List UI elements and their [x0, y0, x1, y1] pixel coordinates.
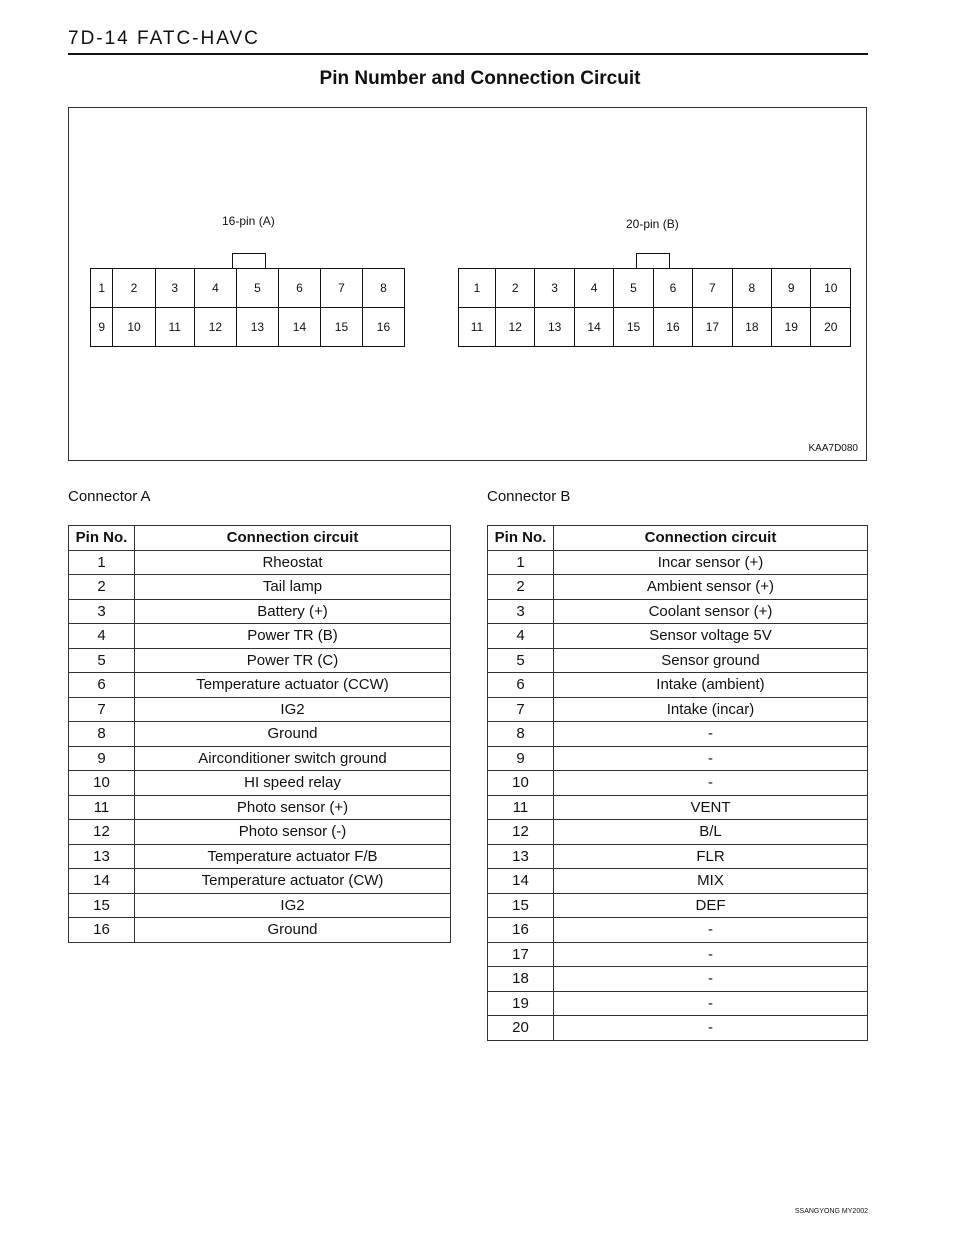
pin-number-cell: 1: [69, 550, 135, 575]
table-row: [69, 550, 451, 575]
table-row: [69, 722, 451, 747]
pin-number-cell: 9: [488, 746, 554, 771]
connector-b-table: [487, 525, 868, 1041]
table-row: [488, 550, 868, 575]
table-row: [69, 599, 451, 624]
connection-circuit-cell: -: [554, 991, 868, 1016]
connection-circuit-cell: -: [554, 942, 868, 967]
connection-circuit-cell: Ground: [135, 918, 451, 943]
table-row: [488, 820, 868, 845]
pin-number-cell: 20: [488, 1016, 554, 1041]
pin-cell: 8: [732, 269, 771, 308]
connection-circuit-cell: Ground: [135, 722, 451, 747]
pin-number-cell: 8: [69, 722, 135, 747]
pin-number-cell: 13: [69, 844, 135, 869]
table-row: [69, 624, 451, 649]
pin-number-cell: 3: [69, 599, 135, 624]
pin-cell: 9: [772, 269, 811, 308]
pin-cell: 9: [91, 308, 113, 347]
pin-number-cell: 14: [69, 869, 135, 894]
pin-number-cell: 6: [488, 673, 554, 698]
pin-cell: 5: [236, 269, 278, 308]
pin-cell: 2: [113, 269, 155, 308]
connector-b-label: 20-pin (B): [626, 217, 679, 231]
pin-cell: 4: [194, 269, 236, 308]
table-row: [488, 624, 868, 649]
pin-number-cell: 3: [488, 599, 554, 624]
connection-circuit-cell: Temperature actuator (CCW): [135, 673, 451, 698]
connection-circuit-cell: IG2: [135, 893, 451, 918]
pin-number-cell: 16: [69, 918, 135, 943]
pin-cell: 15: [614, 308, 653, 347]
pin-cell: 1: [91, 269, 113, 308]
pin-number-cell: 2: [69, 575, 135, 600]
pin-cell: 10: [811, 269, 851, 308]
table-row: [488, 771, 868, 796]
header-rule: [68, 53, 868, 55]
pin-cell: 12: [194, 308, 236, 347]
table-row: [69, 575, 451, 600]
pin-cell: 16: [362, 308, 404, 347]
pin-cell: 4: [574, 269, 613, 308]
connection-circuit-cell: FLR: [554, 844, 868, 869]
connector-a-title: Connector A: [68, 488, 151, 505]
pin-cell: 14: [278, 308, 320, 347]
pin-number-cell: 11: [69, 795, 135, 820]
pin-cell: 10: [113, 308, 155, 347]
pin-number-cell: 6: [69, 673, 135, 698]
table-row: [69, 673, 451, 698]
pin-cell: 13: [236, 308, 278, 347]
pin-cell: 14: [574, 308, 613, 347]
connection-circuit-cell: Photo sensor (-): [135, 820, 451, 845]
connector-a-label: 16-pin (A): [222, 214, 275, 228]
pin-cell: 6: [653, 269, 692, 308]
pin-cell: 5: [614, 269, 653, 308]
table-row: [488, 697, 868, 722]
pin-cell: 18: [732, 308, 771, 347]
pin-cell: 8: [362, 269, 404, 308]
table-row: [488, 648, 868, 673]
section-header: 7D-14 FATC-HAVC: [68, 28, 260, 49]
connection-circuit-cell: Intake (incar): [554, 697, 868, 722]
connector-b-title: Connector B: [487, 488, 571, 505]
table-row: [69, 918, 451, 943]
connection-circuit-cell: Power TR (B): [135, 624, 451, 649]
pin-number-cell: 8: [488, 722, 554, 747]
table-row: [488, 991, 868, 1016]
connection-circuit-cell: -: [554, 918, 868, 943]
pin-cell: 15: [320, 308, 362, 347]
pin-number-cell: 17: [488, 942, 554, 967]
footer-text: SSANGYONG MY2002: [794, 1208, 868, 1215]
connection-circuit-cell: Temperature actuator F/B: [135, 844, 451, 869]
pin-number-cell: 5: [69, 648, 135, 673]
table-row: [488, 722, 868, 747]
table-row: [69, 844, 451, 869]
pin-cell: 11: [155, 308, 194, 347]
pin-cell: 17: [693, 308, 732, 347]
connection-circuit-cell: Temperature actuator (CW): [135, 869, 451, 894]
connector-b-pin-grid: [458, 268, 851, 347]
table-row: [488, 967, 868, 992]
table-row: [488, 795, 868, 820]
pin-cell: 7: [693, 269, 732, 308]
table-row: [488, 673, 868, 698]
pin-cell: 19: [772, 308, 811, 347]
connection-circuit-cell: -: [554, 1016, 868, 1041]
table-row: [69, 869, 451, 894]
connection-circuit-cell: -: [554, 967, 868, 992]
connection-circuit-cell: Power TR (C): [135, 648, 451, 673]
connection-circuit-cell: MIX: [554, 869, 868, 894]
table-row: [488, 575, 868, 600]
pin-number-cell: 10: [69, 771, 135, 796]
pin-number-cell: 12: [488, 820, 554, 845]
table-row: [488, 869, 868, 894]
table-row: [488, 746, 868, 771]
pin-number-cell: 13: [488, 844, 554, 869]
connection-circuit-cell: Airconditioner switch ground: [135, 746, 451, 771]
pin-cell: 12: [495, 308, 534, 347]
connection-circuit-cell: IG2: [135, 697, 451, 722]
connector-a-key-tab: [232, 253, 266, 269]
pin-number-cell: 15: [488, 893, 554, 918]
connector-a-pin-grid: [90, 268, 405, 347]
connection-circuit-cell: B/L: [554, 820, 868, 845]
table-row: [488, 942, 868, 967]
pin-cell: 13: [535, 308, 574, 347]
connection-circuit-cell: Tail lamp: [135, 575, 451, 600]
pin-number-cell: 18: [488, 967, 554, 992]
table-row: [69, 771, 451, 796]
pin-number-cell: 12: [69, 820, 135, 845]
table-row: [488, 844, 868, 869]
connection-circuit-cell: Intake (ambient): [554, 673, 868, 698]
connector-b-key-tab: [636, 253, 670, 269]
table-row: [69, 746, 451, 771]
page-title: Pin Number and Connection Circuit: [319, 68, 641, 89]
connection-circuit-cell: Photo sensor (+): [135, 795, 451, 820]
connection-circuit-cell: Battery (+): [135, 599, 451, 624]
table-row: [69, 648, 451, 673]
pin-cell: 2: [495, 269, 534, 308]
pin-number-cell: 2: [488, 575, 554, 600]
pin-number-cell: 7: [69, 697, 135, 722]
connection-circuit-cell: Incar sensor (+): [554, 550, 868, 575]
pin-number-cell: 7: [488, 697, 554, 722]
pin-number-cell: 9: [69, 746, 135, 771]
pin-number-cell: 1: [488, 550, 554, 575]
table-row: [488, 893, 868, 918]
connection-circuit-cell: HI speed relay: [135, 771, 451, 796]
connection-circuit-cell: Coolant sensor (+): [554, 599, 868, 624]
pin-cell: 3: [155, 269, 194, 308]
table-row: [488, 918, 868, 943]
header-connection-circuit: Connection circuit: [135, 526, 451, 551]
connection-circuit-cell: DEF: [554, 893, 868, 918]
pin-cell: 16: [653, 308, 692, 347]
connector-a-table: [68, 525, 451, 943]
pin-number-cell: 19: [488, 991, 554, 1016]
table-row: [488, 599, 868, 624]
connection-circuit-cell: Sensor voltage 5V: [554, 624, 868, 649]
pin-number-cell: 16: [488, 918, 554, 943]
pin-number-cell: 5: [488, 648, 554, 673]
connector-figure: [68, 107, 867, 461]
pin-cell: 6: [278, 269, 320, 308]
pin-number-cell: 4: [69, 624, 135, 649]
table-row: [69, 795, 451, 820]
figure-code: KAA7D080: [808, 443, 858, 454]
connection-circuit-cell: -: [554, 746, 868, 771]
pin-cell: 1: [459, 269, 496, 308]
connection-circuit-cell: -: [554, 771, 868, 796]
pin-number-cell: 10: [488, 771, 554, 796]
connection-circuit-cell: VENT: [554, 795, 868, 820]
table-row: [488, 1016, 868, 1041]
pin-cell: 11: [459, 308, 496, 347]
pin-cell: 7: [320, 269, 362, 308]
pin-number-cell: 14: [488, 869, 554, 894]
pin-cell: 3: [535, 269, 574, 308]
connection-circuit-cell: Rheostat: [135, 550, 451, 575]
table-row: [69, 820, 451, 845]
connection-circuit-cell: Ambient sensor (+): [554, 575, 868, 600]
connection-circuit-cell: -: [554, 722, 868, 747]
table-row: [69, 697, 451, 722]
header-pin-no: Pin No.: [488, 526, 554, 551]
pin-number-cell: 11: [488, 795, 554, 820]
header-pin-no: Pin No.: [69, 526, 135, 551]
pin-number-cell: 15: [69, 893, 135, 918]
connection-circuit-cell: Sensor ground: [554, 648, 868, 673]
pin-number-cell: 4: [488, 624, 554, 649]
table-row: [69, 893, 451, 918]
header-connection-circuit: Connection circuit: [554, 526, 868, 551]
pin-cell: 20: [811, 308, 851, 347]
